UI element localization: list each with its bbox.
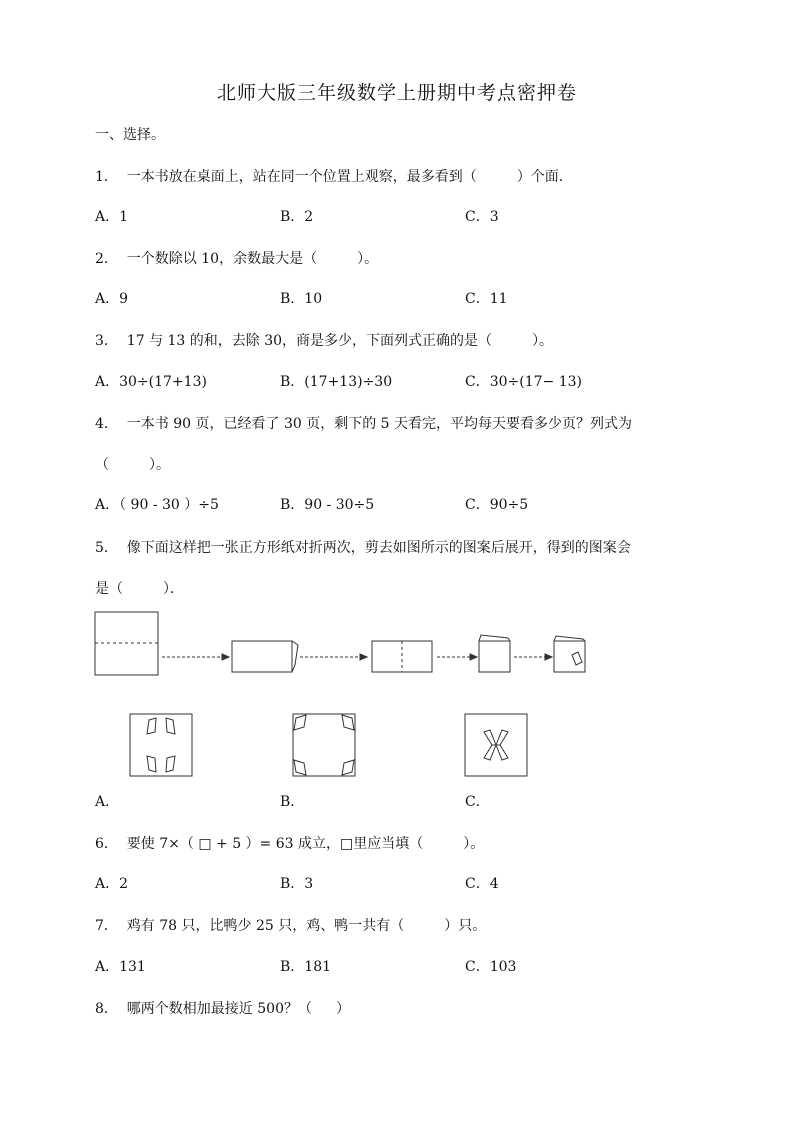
arrow-head-icon [470,654,477,660]
question-4: 4． 一本书 90 页，已经看了 30 页，剩下的 5 天看完，平均每天要看多少页？列式为 [95,416,633,432]
cut-shape [572,652,582,665]
q6-option-b[interactable]: B．3 [280,876,314,892]
question-5: 5． 像下面这样把一张正方形纸对折两次，剪去如图所示的图案后展开，得到的图案会 [95,540,631,556]
q3-option-b[interactable]: B．(17+13)÷30 [280,374,393,390]
q2-option-a[interactable]: A．9 [95,291,129,307]
section-heading: 一、选择。 [95,127,165,143]
arrow-head-icon [222,654,229,660]
q7-option-b[interactable]: B．181 [280,959,332,975]
folded-square [479,641,510,672]
question-6: 6． 要使 7×（ □ + 5 ）= 63 成立，□里应当填（ ）。 [95,836,485,852]
fold-flap [292,641,298,672]
q6-option-c[interactable]: C．4 [465,876,499,892]
fold-flap-2 [479,635,510,641]
question-4-continued: （ ）。 [95,457,170,473]
q5-option-b[interactable]: B． [280,794,305,810]
arrow-head-icon [545,654,552,660]
page-title: 北师大版三年级数学上册期中考点密押卷 [216,82,577,104]
q3-option-c[interactable]: C．30÷(17− 13) [465,374,582,390]
q5-option-c[interactable]: C． [465,794,490,810]
question-5-continued: 是（ ）． [95,581,184,597]
q7-option-c[interactable]: C．103 [465,959,517,975]
cut-square [554,641,585,672]
q5-option-a[interactable]: A． [95,794,120,810]
question-2: 2． 一个数除以 10，余数最大是（ ）。 [95,251,379,267]
q4-option-c[interactable]: C．90÷5 [465,497,529,513]
arrow-head-icon [360,654,367,660]
q4-option-b[interactable]: B．90 - 30÷5 [280,497,375,513]
q1-option-a[interactable]: A．1 [95,209,129,225]
option-a-figure [130,714,192,776]
option-b-figure [293,714,355,776]
question-3: 3． 17 与 13 的和，去除 30，商是多少，下面列式正确的是（ ）。 [95,333,554,349]
question-7: 7． 鸡有 78 只，比鸭少 25 只，鸡、鸭一共有（ ）只。 [95,918,487,934]
q1-option-b[interactable]: B．2 [280,209,314,225]
q1-option-c[interactable]: C．3 [465,209,499,225]
question-8: 8． 哪两个数相加最接近 500？（ ） [95,1001,350,1017]
q6-option-a[interactable]: A．2 [95,876,129,892]
folded-rectangle [232,641,292,672]
q7-option-a[interactable]: A．131 [95,959,146,975]
option-c-figure [465,714,527,776]
q2-option-b[interactable]: B．10 [280,291,323,307]
q3-option-a[interactable]: A．30÷(17+13) [95,374,207,390]
q4-option-a[interactable]: A．（ 90 - 30 ）÷5 [95,497,219,513]
question-1: 1． 一本书放在桌面上，站在同一个位置上观察，最多看到（ ）个面. [95,169,564,185]
q2-option-c[interactable]: C．11 [465,291,508,307]
